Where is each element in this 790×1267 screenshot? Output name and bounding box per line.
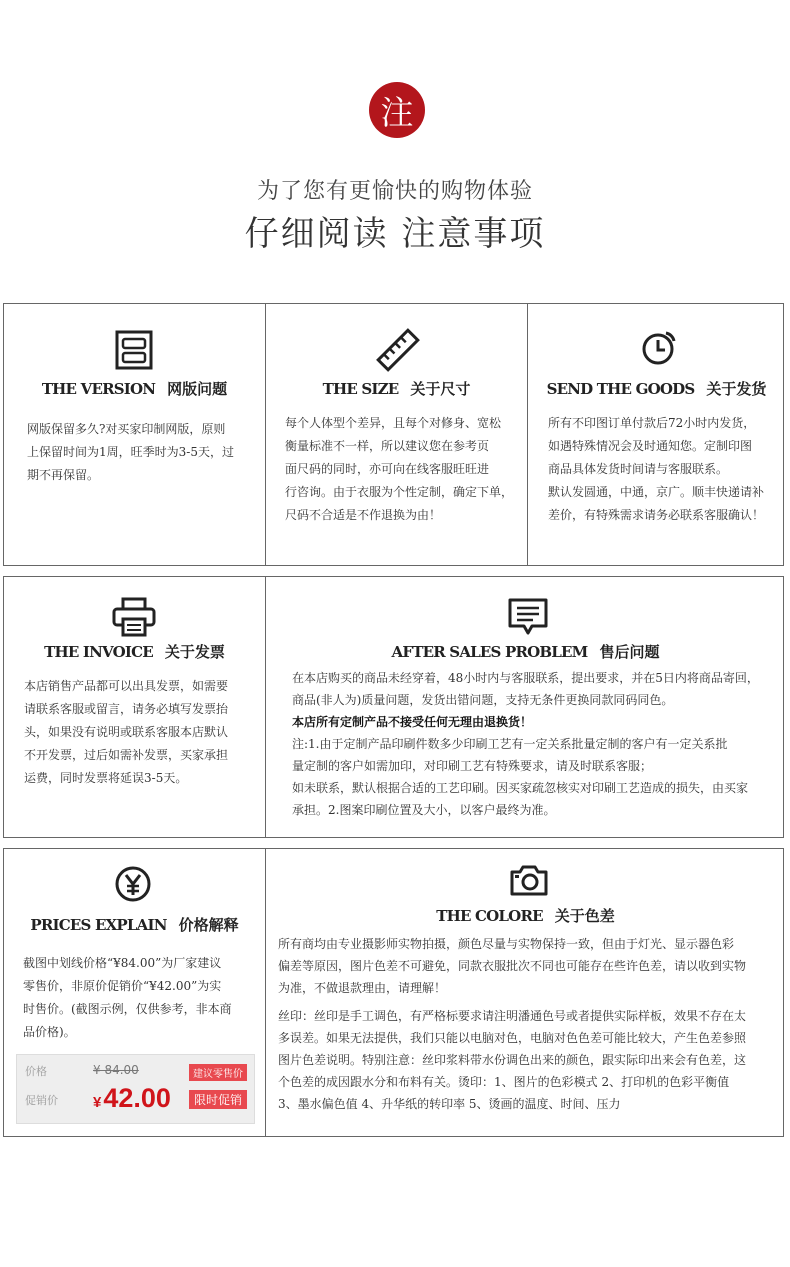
text-line: 上保留时间为1周，旺季时为3-5天，过	[27, 445, 234, 459]
yen-icon	[114, 865, 152, 903]
heading-zh: 关于发票	[164, 643, 225, 661]
section-goods-text	[548, 412, 764, 527]
text-line: 衡量标准不一样，所以建议您在参考页	[285, 439, 490, 453]
heading-zh: 关于发货	[706, 380, 767, 398]
text-line: 请联系客服或留言，请务必填写发票抬	[24, 702, 229, 716]
promo-label: 促销价	[25, 1094, 58, 1107]
heading-en: THE INVOICE	[44, 643, 153, 661]
text-line: 量定制的客户如需加印，对印刷工艺有特殊要求，请及时联系客服；	[292, 759, 653, 773]
text-line: 零售价，非原价促销价“¥42.00”为实	[23, 979, 222, 993]
text-line: 本店销售产品都可以出具发票，如需要	[24, 679, 229, 693]
currency-symbol: ¥	[93, 1094, 102, 1111]
message-icon	[507, 597, 549, 637]
page-subtitle: 为了您有更愉快的购物体验	[256, 179, 533, 204]
text-line: 商品具体发货时间请与客服联系。	[548, 462, 729, 476]
heading-en: THE SIZE	[322, 380, 399, 398]
text-line: 如遇特殊情况会及时通知您。定制印图	[548, 439, 753, 453]
promo-price-value: 42.00	[103, 1083, 171, 1113]
section-size-heading	[266, 378, 527, 399]
heading-en: AFTER SALES PROBLEM	[391, 643, 588, 661]
section-aftersales-heading	[266, 641, 785, 662]
text-line: 丝印：丝印是手工调色，有严格标要求请注明潘通色号或者提供实际样板，效果不存在太	[278, 1009, 747, 1023]
text-line: 注:1.由于定制产品印刷件数多少印刷工艺有一定关系批量定制的客户有一定关系批	[292, 737, 728, 751]
version-icon	[114, 330, 154, 370]
section-invoice-heading	[4, 641, 265, 662]
text-line: 多误差。如果无法提供，我们只能以电脑对色，电脑对色色差可能比较大，产生色差参照	[278, 1031, 747, 1045]
clock-icon	[640, 329, 678, 367]
text-line: 在本店购买的商品未经穿着，48小时内与客服联系，提出要求，并在5日内将商品寄回，	[292, 671, 759, 685]
text-line: 头，如果没有说明或联系客服本店默认	[24, 725, 229, 739]
notice-badge: 注	[369, 82, 425, 138]
section-color-text	[278, 933, 746, 999]
ruler-icon	[376, 328, 420, 372]
section-invoice-text	[24, 675, 228, 790]
text-line: 偏差等原因，图片色差不可避免，同款衣服批次不同也可能存在些许色差，请以收到实物	[278, 959, 747, 973]
text-line: 期不再保留。	[27, 468, 100, 482]
text-line: 所有不印图订单付款后72小时内发货，	[548, 416, 756, 430]
section-color-heading	[266, 905, 785, 926]
section-invoice	[4, 577, 265, 837]
section-version	[4, 304, 265, 565]
heading-zh: 售后问题	[599, 643, 660, 661]
text-line: 尺码不合适是不作退换为由！	[285, 508, 442, 522]
promo-price	[93, 1083, 171, 1114]
section-color	[265, 849, 785, 1136]
text-line: 面尺码的同时，亦可向在线客服旺旺进	[285, 462, 490, 476]
section-version-heading	[4, 378, 265, 399]
text-line: 时售价。(截图示例，仅供参考，非本商	[23, 1002, 232, 1016]
camera-icon	[509, 863, 549, 897]
section-color-text-2	[278, 1005, 746, 1115]
text-line: 承担。2.图案印刷位置及大小，以客户最终为准。	[292, 803, 556, 817]
limited-promo-tag: 限时促销	[189, 1090, 247, 1109]
text-line: 为准，不做退款理由，请理解！	[278, 981, 447, 995]
text-line: 差价，有特殊需求请务必联系客服确认！	[548, 508, 765, 522]
section-goods-heading	[528, 378, 785, 399]
section-prices	[4, 849, 265, 1136]
text-line: 图片色差说明。特别注意：丝印浆料带水份调色出来的颜色，跟实际印出来会有色差，这	[278, 1053, 747, 1067]
section-aftersales	[265, 577, 785, 837]
heading-en: PRICES EXPLAIN	[30, 916, 167, 934]
retail-price-tag: 建议零售价	[189, 1064, 247, 1081]
section-prices-text	[23, 952, 232, 1044]
text-line: 3、墨水偏色值 4、升华纸的转印率 5、烫画的温度、时间、压力	[278, 1097, 621, 1111]
heading-zh: 网版问题	[167, 380, 228, 398]
text-line: 如未联系，默认根据合适的工艺印刷。因买家疏忽核实对印刷工艺造成的损失，由买家	[292, 781, 749, 795]
heading-zh: 关于尺寸	[410, 380, 471, 398]
text-line: 截图中划线价格“¥84.00”为厂家建议	[23, 956, 222, 970]
page-title: 仔细阅读 注意事项	[244, 214, 546, 254]
text-line: 运费，同时发票将延误3-5天。	[24, 771, 188, 785]
text-line: 个色差的成因跟水分和布料有关。烫印：1、图片的色彩模式 2、打印机的色彩平衡值	[278, 1075, 730, 1089]
text-line: 不开发票，过后如需补发票，买家承担	[24, 748, 229, 762]
price-example-card	[16, 1054, 255, 1124]
text-line-bold: 本店所有定制产品不接受任何无理由退换货！	[292, 715, 533, 729]
text-line: 网版保留多久?对买家印制网版，原则	[27, 422, 226, 436]
heading-zh: 价格解释	[178, 916, 239, 934]
heading-en: THE COLORE	[436, 907, 543, 925]
heading-zh: 关于色差	[554, 907, 615, 925]
heading-en: SEND THE GOODS	[546, 380, 695, 398]
section-goods	[527, 304, 785, 565]
original-price: ¥ 84.00	[93, 1063, 139, 1077]
text-line: 商品(非人为)质量问题，发货出错问题，支持无条件更换同款同码同色。	[292, 693, 674, 707]
section-version-text	[27, 418, 234, 487]
printer-icon	[112, 597, 156, 637]
text-line: 所有商均由专业摄影师实物拍摄，颜色尽量与实物保持一致，但由于灯光、显示器色彩	[278, 937, 735, 951]
text-line: 品价格)。	[23, 1025, 76, 1039]
price-label: 价格	[25, 1065, 47, 1078]
section-size	[265, 304, 527, 565]
row-1	[3, 303, 784, 566]
section-prices-heading	[4, 914, 265, 935]
text-line: 每个人体型个差异，且每个对修身、宽松	[285, 416, 502, 430]
section-size-text	[285, 412, 513, 527]
row-2	[3, 576, 784, 838]
row-3	[3, 848, 784, 1137]
section-aftersales-text	[292, 667, 759, 821]
text-line: 默认发圆通，中通，京广。顺丰快递请补	[548, 485, 765, 499]
text-line: 行咨询。由于衣服为个性定制，确定下单，	[285, 485, 514, 499]
heading-en: THE VERSION	[41, 380, 156, 398]
